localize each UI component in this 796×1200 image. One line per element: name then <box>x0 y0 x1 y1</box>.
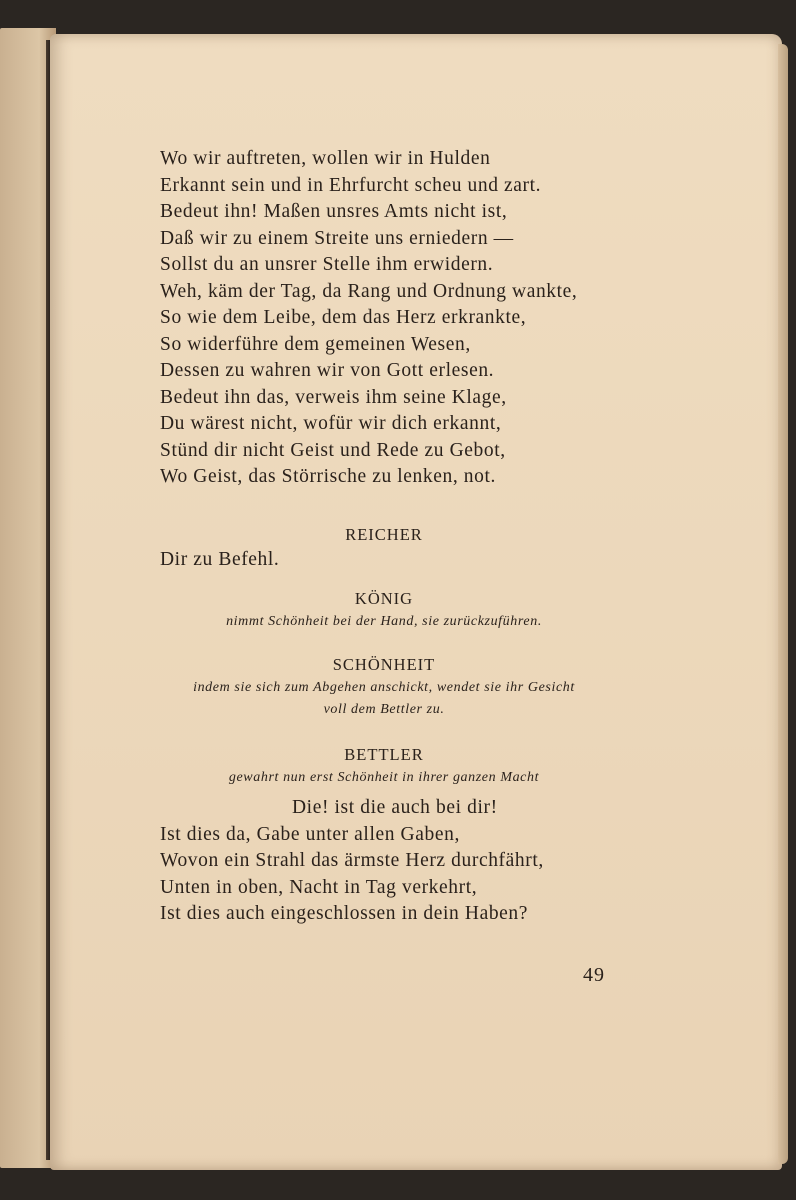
speaker-name-reicher: REICHER <box>345 524 423 544</box>
verse-line: Bedeut ihn! Maßen unsres Amts nicht ist, <box>160 201 508 222</box>
verse-line: Sollst du an unsrer Stelle ihm erwidern. <box>160 254 494 275</box>
verse-line: Ist dies auch eingeschlossen in dein Haben? <box>160 903 529 924</box>
page-stack-edge <box>778 44 788 1164</box>
stage-direction: voll dem Bettler zu. <box>323 702 445 717</box>
stanza <box>160 146 630 491</box>
verse-line: Wo Geist, das Störrische zu lenken, not. <box>160 466 496 487</box>
verse-line: Weh, käm der Tag, da Rang und Ordnung wankte, <box>160 280 578 302</box>
stage-direction: nimmt Schönheit bei der Hand, sie zurückzuführen. <box>226 614 542 629</box>
verse-line: Bedeut ihn das, verweis ihm seine Klage, <box>160 386 507 408</box>
page-text <box>160 146 630 928</box>
stage-direction: gewahrt nun erst Schönheit in ihrer ganzen Macht <box>228 770 540 785</box>
speaker-name-koenig: KÖNIG <box>354 589 414 608</box>
verse-line: Ist dies da, Gabe unter allen Gaben, <box>160 823 460 845</box>
verse-line: Du wärest nicht, wofür wir dich erkannt, <box>160 413 502 434</box>
stage-direction: indem sie sich zum Abgehen anschickt, wendet sie ihr Gesicht <box>193 680 575 695</box>
stanza <box>160 795 630 928</box>
speaker-name-bettler: BETTLER <box>344 745 424 764</box>
speaker-name-schoenheit: SCHÖNHEIT <box>332 655 436 674</box>
page-number: 49 <box>583 964 605 986</box>
verse-line: Unten in oben, Nacht in Tag verkehrt, <box>160 876 478 898</box>
verse-line: Dessen zu wahren wir von Gott erlesen. <box>160 360 495 381</box>
verse-line: Stünd dir nicht Geist und Rede zu Gebot, <box>160 439 506 461</box>
verse-line: Dir zu Befehl. <box>160 548 280 570</box>
verse-line: Die! ist die auch bei dir! <box>292 797 498 818</box>
verse-line: So widerführe dem gemeinen Wesen, <box>160 333 471 355</box>
verse-line: So wie dem Leibe, dem das Herz erkrankte, <box>160 307 527 328</box>
verse-line: Wovon ein Strahl das ärmste Herz durchfährt, <box>160 850 544 871</box>
verse-line: Erkannt sein und in Ehrfurcht scheu und zart. <box>160 174 542 196</box>
verse-line: Daß wir zu einem Streite uns erniedern — <box>160 227 514 249</box>
verse-line: Wo wir auftreten, wollen wir in Hulden <box>160 148 491 169</box>
